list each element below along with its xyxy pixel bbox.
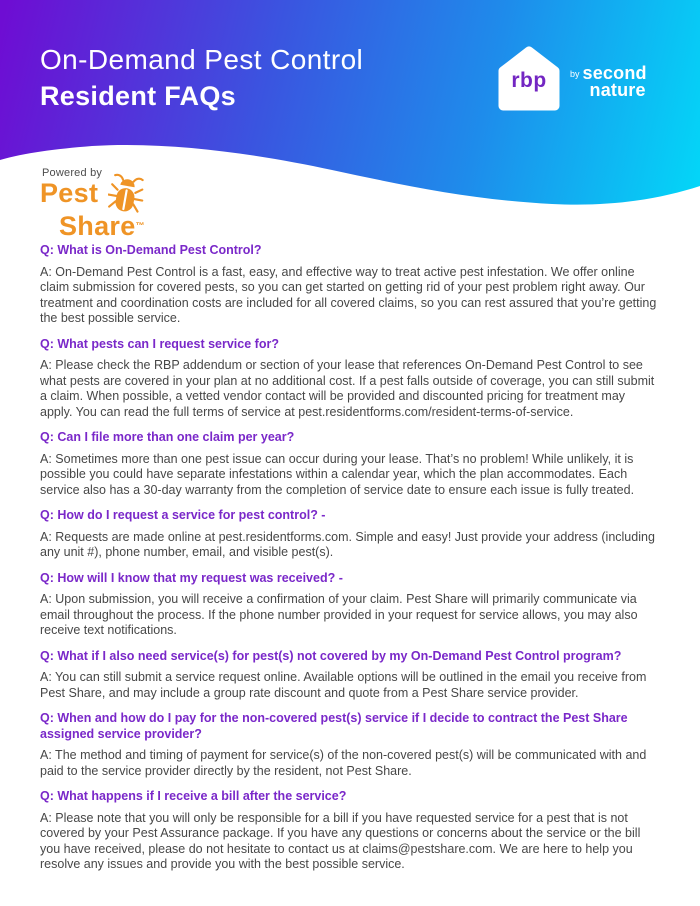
faq-item bbox=[40, 789, 660, 873]
faq-answer: A: On-Demand Pest Control is a fast, easy, and effective way to treat active pest infestation. We offer online claim submission for covered pests, so you can get started on getting rid of your pest problem right away. Our treatment and coordination costs are included for all covered claims, so you can rest assured that you’re getting the best possible service. bbox=[40, 264, 657, 325]
page-subtitle: Resident FAQs bbox=[40, 81, 236, 111]
pestshare-word-share: Share bbox=[59, 211, 136, 241]
faq-question: Q: What happens if I receive a bill after the service? bbox=[40, 789, 347, 803]
faq-answer: A: Requests are made online at pest.residentforms.com. Simple and easy! Just provide your address (including any unit #), phone number, email, and visible pest(s). bbox=[40, 529, 655, 559]
faq-question: Q: What if I also need service(s) for pest(s) not covered by my On-Demand Pest Control program? bbox=[40, 648, 622, 663]
byline-by: by bbox=[570, 69, 580, 79]
page-title: On-Demand Pest Control bbox=[40, 44, 364, 75]
faq-answer: A: The method and timing of payment for service(s) of the non-covered pest(s) will be communicated with and paid to the service provider directly by the resident, not Pest Share. bbox=[40, 748, 647, 778]
faq-question: Q: When and how do I pay for the non-covered pest(s) service if I decide to contract the Pest Share assigned service provider? bbox=[40, 711, 628, 741]
pestshare-logo bbox=[40, 167, 145, 240]
faq-question: Q: What pests can I request service for? bbox=[40, 336, 279, 351]
faq-item bbox=[40, 571, 660, 639]
powered-by-label: Powered by bbox=[42, 167, 103, 179]
faq-question: Q: What is On-Demand Pest Control? bbox=[40, 243, 262, 257]
byline-nature: nature bbox=[589, 80, 646, 100]
byline-second: second bbox=[582, 63, 647, 83]
faq-item bbox=[40, 649, 660, 702]
faq-answer: A: Sometimes more than one pest issue can occur during your lease. That’s no problem! While unlikely, it is possible you could have separate infestations within a calendar year, which the plan accommodates. Each service also has a 30-day warranty from the completion of service date to ensure each issue is fully treated. bbox=[40, 451, 635, 497]
faq-question: Q: How do I request a service for pest control? - bbox=[40, 508, 326, 522]
faq-answer: A: Please note that you will only be responsible for a bill if you have requested service for a pest that is not covered by your Pest Assurance package. If you have any questions or concerns about the service or the bill you have received, please do not hesitate to contact us at claims@pestshare.com. We are here to help you resolve any issues and provide you with the best possible service. bbox=[40, 810, 641, 871]
faq-list bbox=[40, 243, 660, 883]
faq-item bbox=[40, 243, 660, 327]
faq-question: Q: Can I file more than one claim per year? bbox=[40, 430, 295, 444]
faq-item bbox=[40, 337, 660, 421]
bug-icon bbox=[108, 173, 144, 215]
faq-answer: A: Upon submission, you will receive a confirmation of your claim. Pest Share will primarily communicate via email throughout the process. If the phone number provided in your request for service allows, you may also receive text notifications. bbox=[40, 592, 638, 637]
faq-question: Q: How will I know that my request was received? - bbox=[40, 570, 343, 585]
faq-answer: A: Please check the RBP addendum or section of your lease that references On-Demand Pest Control to see what pests are covered in your plan at no additional cost. If a pest falls outside of coverage, you can still submit a claim. When possible, a vetted vendor contact will be provided and discounted pricing for treatment may apply. You can read the full terms of service at pest.residentforms.com/resident-terms-of-service. bbox=[40, 358, 655, 419]
faq-item bbox=[40, 508, 660, 561]
second-nature-byline bbox=[570, 65, 647, 98]
faq-answer: A: You can still submit a service request online. Available options will be outlined in the email you receive from Pest Share, and may include a group rate discount and quote from a Pest Share service provider. bbox=[40, 670, 647, 700]
faq-item bbox=[40, 711, 660, 779]
rbp-logo bbox=[498, 45, 560, 113]
trademark-symbol: ™ bbox=[135, 220, 145, 231]
faq-item bbox=[40, 430, 660, 498]
rbp-logo-text: rbp bbox=[511, 69, 547, 92]
pestshare-word-pest: Pest bbox=[40, 178, 99, 208]
